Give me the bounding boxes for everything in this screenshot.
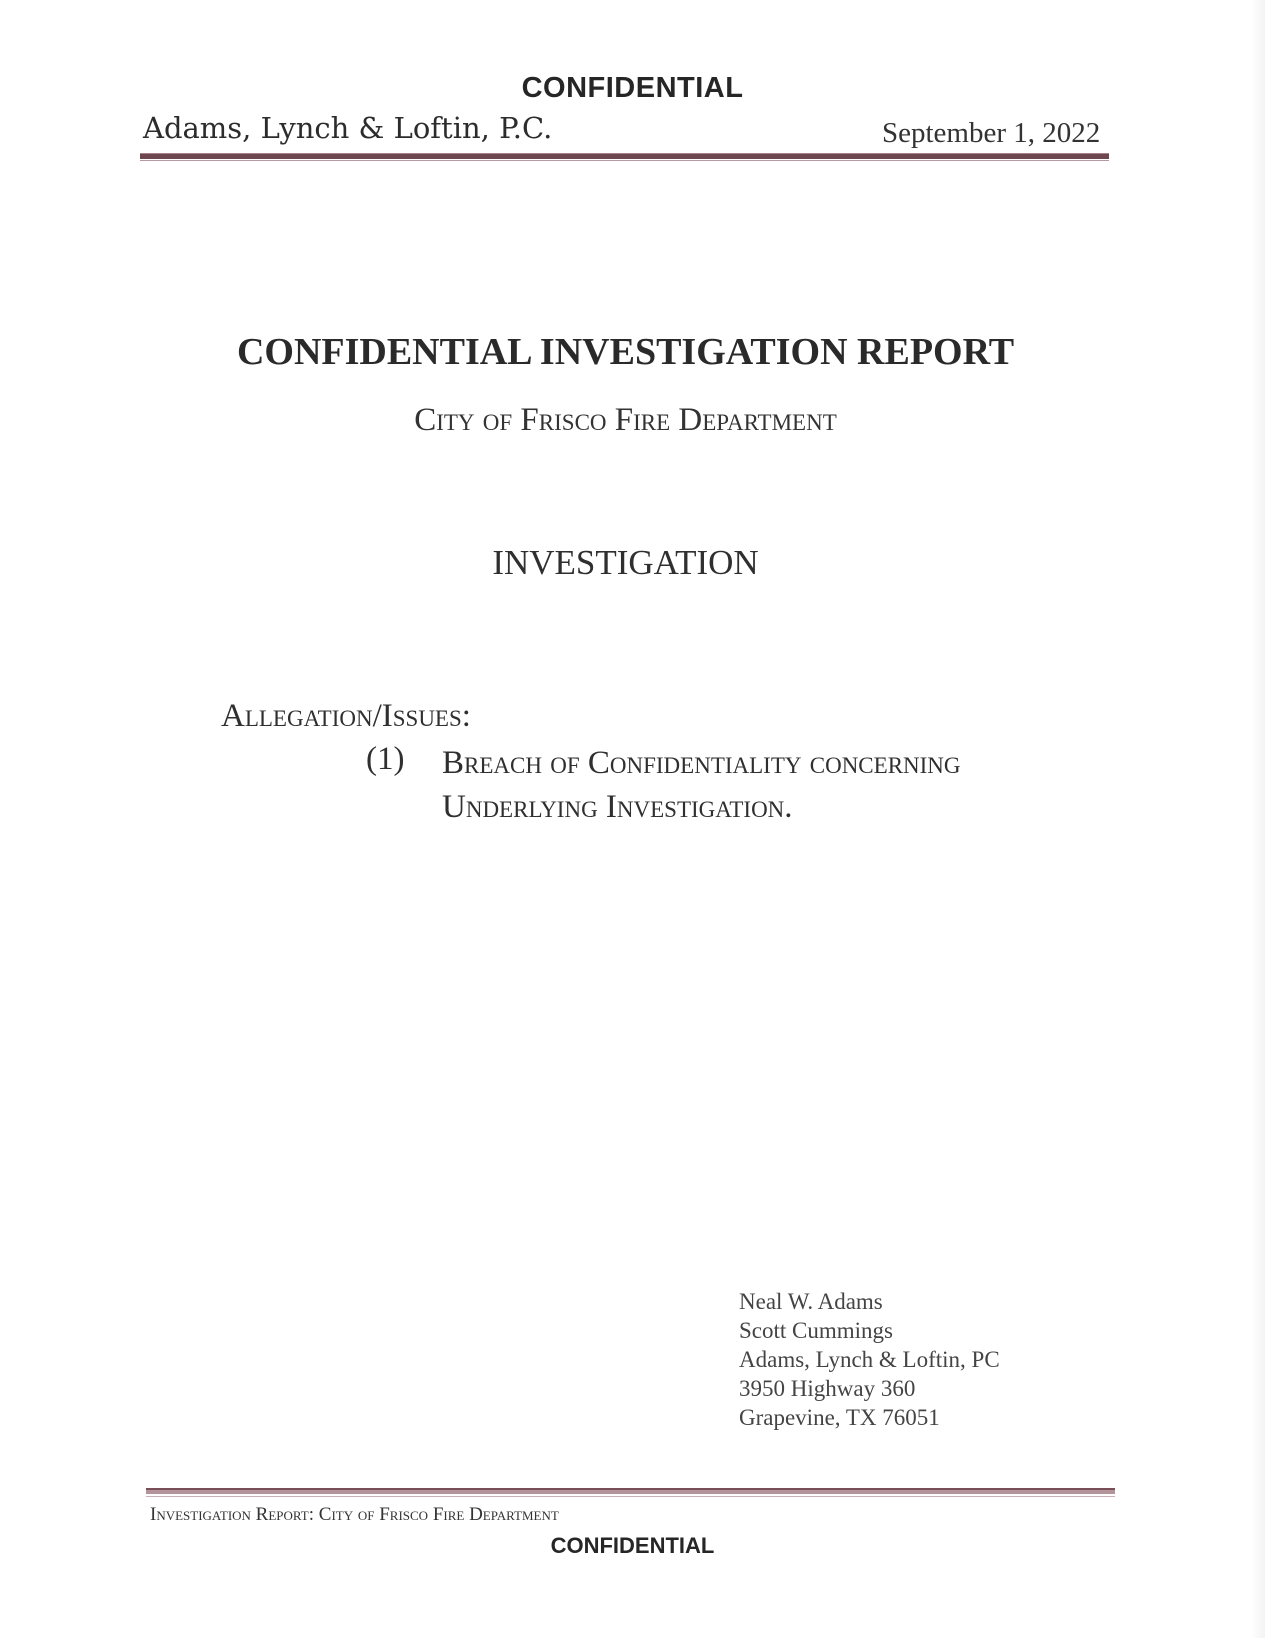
contact-street: 3950 Highway 360 (739, 1376, 916, 1401)
issue-text-line: Breach of Confidentiality concerning (442, 745, 961, 781)
footer-divider (146, 1488, 1115, 1494)
report-date: September 1, 2022 (882, 117, 1101, 149)
contact-firm: Adams, Lynch & Loftin, PC (739, 1347, 1000, 1372)
header-divider (140, 153, 1109, 159)
contact-name: Scott Cummings (739, 1318, 893, 1343)
footer-report-line: Investigation Report: City of Frisco Fire Department (150, 1504, 559, 1525)
contact-block (739, 1287, 1000, 1432)
section-heading: INVESTIGATION (492, 543, 759, 582)
issue-number: (1) (366, 741, 405, 777)
issue-text (442, 741, 1122, 829)
allegation-label: Allegation/Issues: (221, 698, 471, 734)
report-subtitle: City of Frisco Fire Department (414, 402, 837, 438)
firm-name: Adams, Lynch & Loftin, P.C. (143, 111, 553, 145)
contact-city: Grapevine, TX 76051 (739, 1405, 940, 1430)
confidential-header-label: CONFIDENTIAL (521, 72, 744, 104)
issue-text-line: Underlying Investigation. (442, 789, 793, 825)
contact-name: Neal W. Adams (739, 1289, 883, 1314)
page-edge-shadow (1251, 0, 1265, 1638)
confidential-footer-label: CONFIDENTIAL (550, 1533, 715, 1558)
report-title: CONFIDENTIAL INVESTIGATION REPORT (236, 331, 1015, 373)
